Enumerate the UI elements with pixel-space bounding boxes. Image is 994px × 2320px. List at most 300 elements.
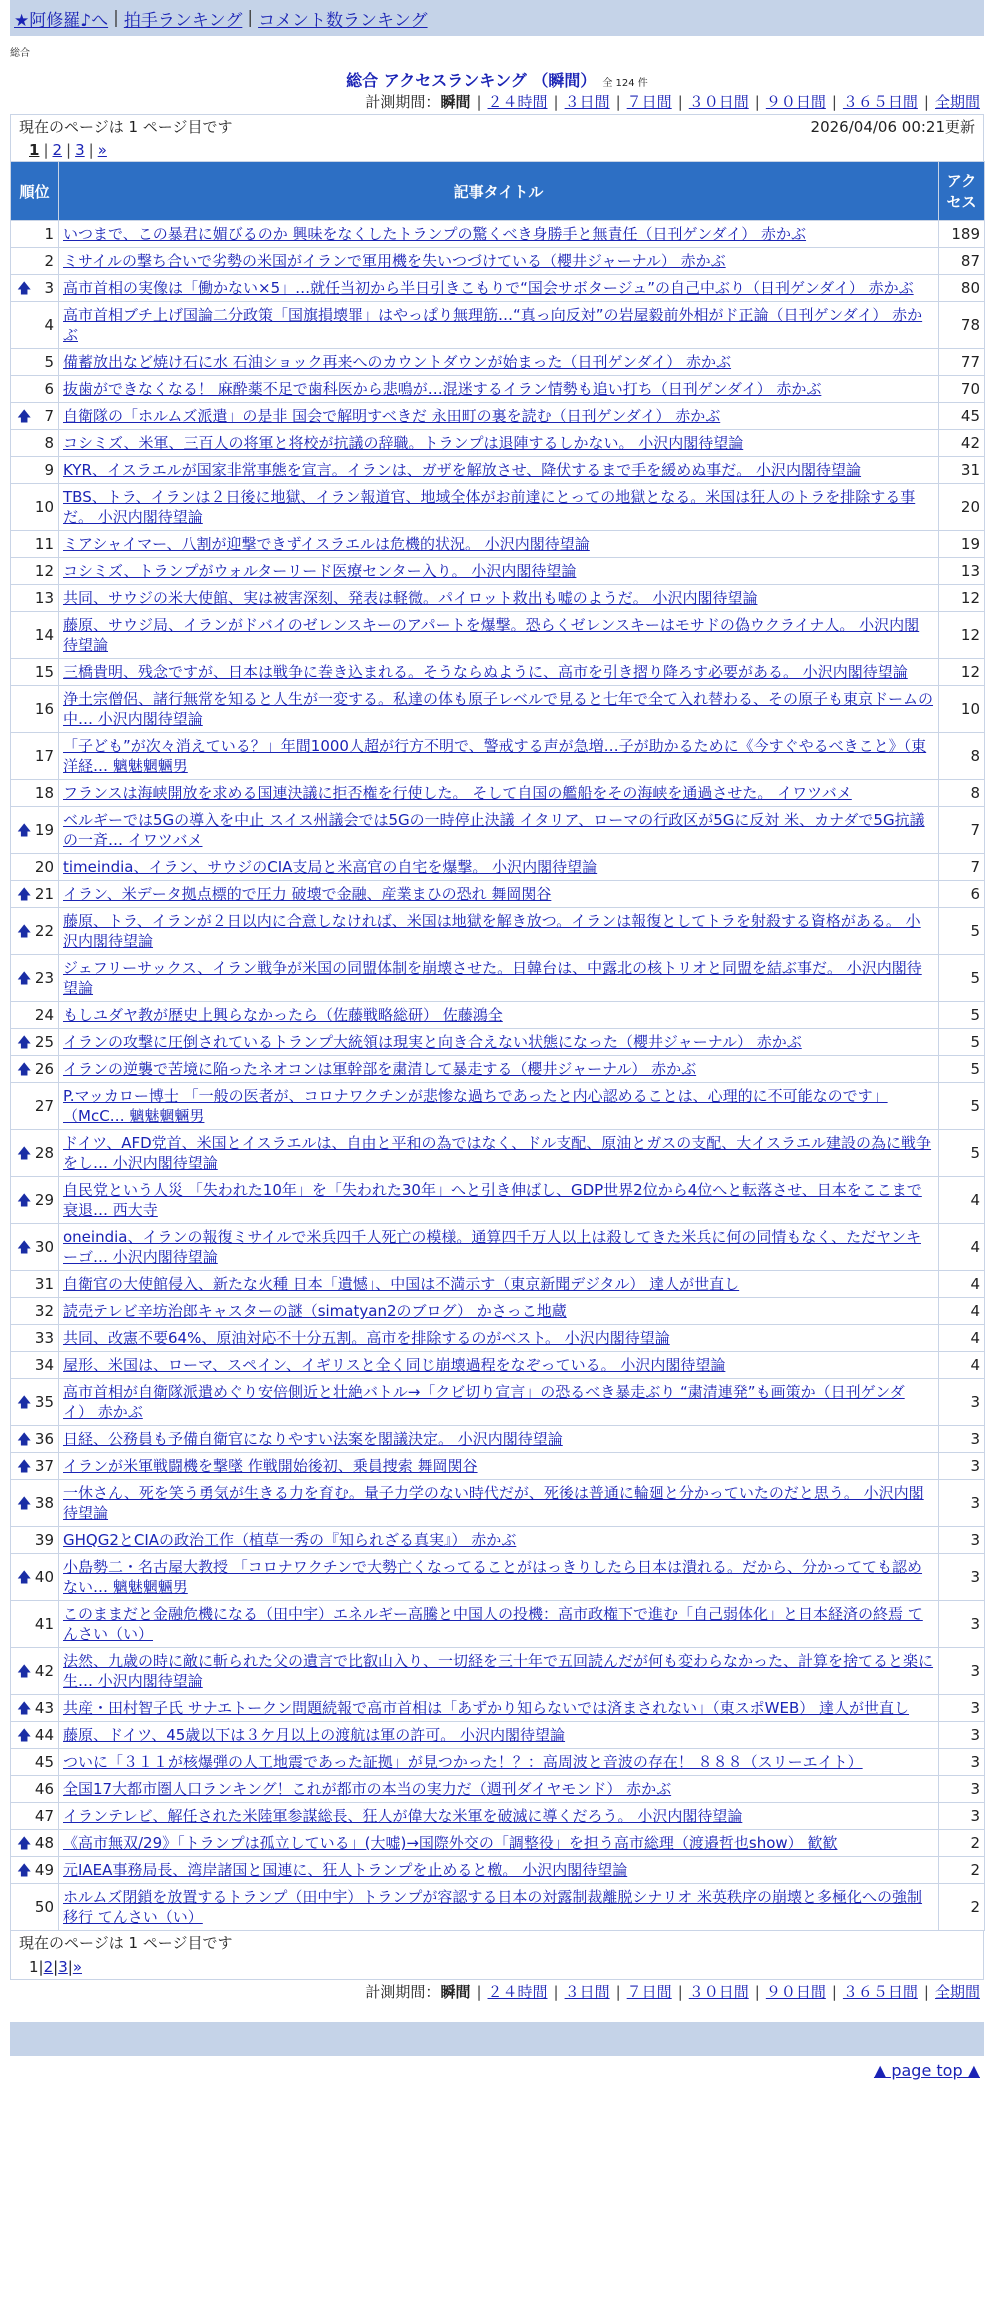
table-row — [11, 376, 985, 403]
access-count: 20 — [939, 484, 985, 531]
table-row — [11, 1002, 985, 1029]
article-link[interactable]: 小島勢二・名古屋大教授 「コロナワクチンで大勢亡くなってることがはっきりしたら日本は潰れる。だから、分かってても認めない… 魑魅魍魎男 — [63, 1558, 923, 1596]
article-link[interactable]: イランの攻撃に圧倒されているトランプ大統領は現実と向き合えない状態になった（櫻井ジャーナル） 赤かぶ — [63, 1033, 802, 1051]
table-row — [11, 1083, 985, 1130]
period-link-bottom-0[interactable]: ２４時間 — [487, 1983, 548, 2001]
rank-cell — [11, 275, 59, 302]
pager-bottom — [19, 1955, 975, 1979]
title-cell — [59, 1480, 939, 1527]
title-cell — [59, 1426, 939, 1453]
period-selector-top — [0, 90, 994, 114]
article-link[interactable]: 高市首相ブチ上げ国論二分政策「国旗損壊罪」はやっぱり無理筋…“真っ向反対”の岩屋毅前外相がド正論（日刊ゲンダイ） 赤かぶ — [63, 306, 923, 344]
access-count: 12 — [939, 612, 985, 659]
rank-number: 19 — [34, 821, 54, 839]
rank-cell — [11, 1298, 59, 1325]
table-row — [11, 1029, 985, 1056]
period-link-bottom-3[interactable]: ３０日間 — [688, 1983, 749, 2001]
article-link[interactable]: イランの逆襲で苦境に陥ったネオコンは軍幹部を粛清して暴走する（櫻井ジャーナル） 赤かぶ — [63, 1060, 697, 1078]
rank-number: 36 — [34, 1430, 54, 1448]
title-cell — [59, 1884, 939, 1931]
rank-number: 47 — [34, 1807, 54, 1825]
article-link[interactable]: 法然、九歳の時に敵に斬られた父の遺言で比叡山入り、一切経を三十年で五回読んだが何も変わらなかった、計算を捨てると楽に生… 小沢内閣待望論 — [63, 1652, 934, 1690]
rank-cell — [11, 302, 59, 349]
article-link[interactable]: ついに「３１１が核爆弾の人工地震であった証拠」が見つかった！？：高周波と音波の存在！ ８８８（スリーエイト） — [63, 1753, 863, 1771]
title-cell — [59, 585, 939, 612]
rank-number: 25 — [34, 1033, 54, 1051]
table-row — [11, 1426, 985, 1453]
article-link[interactable]: ミアシャイマー、八割が迎撃できずイスラエルは危機的状況。 小沢内閣待望論 — [63, 535, 590, 553]
rank-number: 15 — [34, 663, 54, 681]
title-cell — [59, 403, 939, 430]
rank-number: 5 — [44, 353, 54, 371]
rank-number: 30 — [34, 1238, 54, 1256]
rank-cell — [11, 376, 59, 403]
access-count: 3 — [939, 1554, 985, 1601]
rank-number: 11 — [34, 535, 54, 553]
period-link-top-3[interactable]: ３０日間 — [688, 93, 749, 111]
title-cell — [59, 1271, 939, 1298]
rank-number: 12 — [34, 562, 54, 580]
rank-cell — [11, 1527, 59, 1554]
article-link[interactable]: 自民党という人災 「失われた10年」を「失われた30年」へと引き伸ばし、GDP世界2位から4位へと転落させ、日本をここまで衰退… 西大寺 — [63, 1181, 922, 1219]
rank-cell — [11, 403, 59, 430]
access-count: 77 — [939, 349, 985, 376]
section-label: 総合 — [10, 48, 30, 59]
rank-number: 2 — [44, 252, 54, 270]
rank-number: 1 — [44, 225, 54, 243]
rank-number: 26 — [34, 1060, 54, 1078]
rank-number: 39 — [34, 1531, 54, 1549]
article-link[interactable]: ミサイルの撃ち合いで劣勢の米国がイランで軍用機を失いつづけている（櫻井ジャーナル） 赤かぶ — [63, 252, 726, 270]
rank-cell — [11, 780, 59, 807]
pager-link-top-0[interactable]: 2 — [52, 141, 63, 159]
article-link[interactable]: もしユダヤ教が歴史上興らなかったら（佐藤戦略総研） 佐藤鴻全 — [63, 1006, 503, 1024]
title-cell — [59, 531, 939, 558]
access-count: 5 — [939, 955, 985, 1002]
table-row — [11, 302, 985, 349]
access-count: 12 — [939, 659, 985, 686]
rank-cell — [11, 854, 59, 881]
pager-current-top: 1 — [29, 141, 40, 159]
rank-cell — [11, 1325, 59, 1352]
article-link[interactable]: TBS、トラ、イランは２日後に地獄、イラン報道官、地域全体がお前達にとっての地獄となる。米国は狂人のトラを排除する事だ。 小沢内閣待望論 — [63, 488, 916, 526]
period-link-bottom-1[interactable]: ３日間 — [564, 1983, 610, 2001]
rank-number: 22 — [34, 922, 54, 940]
rank-number: 42 — [34, 1662, 54, 1680]
page-info-bottom — [10, 1931, 984, 1980]
article-link[interactable]: 日経、公務員も予備自衛官になりやすい法案を閣議決定。 小沢内閣待望論 — [63, 1430, 563, 1448]
ranking-title-text: 総合 アクセスランキング （瞬間） — [346, 71, 597, 90]
title-cell — [59, 908, 939, 955]
rank-cell — [11, 1379, 59, 1426]
up-arrow-icon: 🡅 — [17, 1496, 32, 1512]
rank-number: 29 — [34, 1191, 54, 1209]
access-count: 3 — [939, 1648, 985, 1695]
table-row — [11, 403, 985, 430]
pager-link-bottom-2[interactable]: » — [72, 1958, 83, 1976]
access-count: 4 — [939, 1177, 985, 1224]
article-link[interactable]: ホルムズ閉鎖を放置するトランプ（田中宇）トランプが容認する日本の対露制裁離脱シナリオ 米英秩序の崩壊と多極化への強制移行 てんさい（い） — [63, 1888, 923, 1926]
article-link[interactable]: P.マッカロー博士 「一般の医者が、コロナワクチンが悲惨な過ちであったと内心認めることは、心理的に不可能なのです」（McC… 魑魅魍魎男 — [63, 1087, 888, 1125]
table-row — [11, 1130, 985, 1177]
table-row — [11, 248, 985, 275]
access-count: 5 — [939, 1056, 985, 1083]
rank-cell — [11, 1271, 59, 1298]
article-link[interactable]: 自衛官の大使館侵入、新たな火種 日本「遺憾」、中国は不満示す（東京新聞デジタル） 達人が世直し — [63, 1275, 740, 1293]
rank-number: 49 — [34, 1861, 54, 1879]
access-count: 3 — [939, 1776, 985, 1803]
title-cell — [59, 1056, 939, 1083]
access-count: 2 — [939, 1830, 985, 1857]
rank-number: 45 — [34, 1753, 54, 1771]
table-row — [11, 275, 985, 302]
article-link[interactable]: 《高市無双/29》「トランプは孤立している」(大嘘)→国際外交の「調整役」を担う高市総理（渡邉哲也show） 歓歓 — [63, 1834, 838, 1852]
up-arrow-icon: 🡅 — [17, 971, 32, 987]
table-row — [11, 1480, 985, 1527]
rank-number: 35 — [34, 1393, 54, 1411]
rank-number: 33 — [34, 1329, 54, 1347]
rank-cell — [11, 1857, 59, 1884]
rank-number: 27 — [34, 1097, 54, 1115]
rank-number: 8 — [44, 434, 54, 452]
article-link[interactable]: 高市首相が自衛隊派遣めぐり安倍側近と壮絶バトル→「クビ切り宣言」の恐るべき暴走ぶり “粛清連発”も画策か（日刊ゲンダイ） 赤かぶ — [63, 1383, 905, 1421]
title-cell — [59, 1601, 939, 1648]
up-arrow-icon: 🡅 — [17, 1836, 32, 1852]
title-cell — [59, 376, 939, 403]
period-link-top-4[interactable]: ９０日間 — [765, 93, 826, 111]
separator: | — [677, 1983, 683, 2001]
access-count: 5 — [939, 1029, 985, 1056]
nav-link-0[interactable]: ★阿修羅♪へ — [14, 10, 109, 31]
access-count: 3 — [939, 1453, 985, 1480]
table-row — [11, 1695, 985, 1722]
separator: | — [43, 141, 49, 159]
access-count: 87 — [939, 248, 985, 275]
access-count: 4 — [939, 1298, 985, 1325]
access-count: 4 — [939, 1271, 985, 1298]
title-cell — [59, 1224, 939, 1271]
access-count: 5 — [939, 908, 985, 955]
up-arrow-icon: 🡅 — [17, 1570, 32, 1586]
access-count: 4 — [939, 1325, 985, 1352]
article-link[interactable]: コシミズ、トランプがウォルターリード医療センター入り。 小沢内閣待望論 — [63, 562, 577, 580]
period-label-bottom: 計測期間： — [365, 1983, 441, 2001]
table-row — [11, 1271, 985, 1298]
table-row — [11, 1325, 985, 1352]
table-row — [11, 1527, 985, 1554]
table-row — [11, 908, 985, 955]
title-cell — [59, 881, 939, 908]
rank-cell — [11, 1029, 59, 1056]
bottom-bar — [10, 2022, 984, 2056]
separator: | — [247, 8, 254, 28]
rank-cell — [11, 1453, 59, 1480]
separator: | — [754, 1983, 760, 2001]
access-count: 4 — [939, 1352, 985, 1379]
rank-number: 38 — [34, 1494, 54, 1512]
table-row — [11, 585, 985, 612]
rank-cell — [11, 1083, 59, 1130]
article-link[interactable]: 藤原、ドイツ、45歳以下は３ケ月以上の渡航は軍の許可。 小沢内閣待望論 — [63, 1726, 566, 1744]
article-link[interactable]: イランが米軍戦闘機を撃墜 作戦開始後初、乗員捜索 舞岡関谷 — [63, 1457, 478, 1475]
rank-number: 41 — [34, 1615, 54, 1633]
rank-number: 28 — [34, 1144, 54, 1162]
access-count: 3 — [939, 1722, 985, 1749]
table-row — [11, 686, 985, 733]
access-count: 7 — [939, 807, 985, 854]
access-count: 6 — [939, 881, 985, 908]
access-count: 45 — [939, 403, 985, 430]
title-cell — [59, 1029, 939, 1056]
table-row — [11, 1379, 985, 1426]
table-row — [11, 1352, 985, 1379]
rank-number: 37 — [34, 1457, 54, 1475]
access-count: 13 — [939, 558, 985, 585]
up-arrow-icon: 🡅 — [17, 1240, 32, 1256]
title-cell — [59, 1325, 939, 1352]
ranking-table — [10, 161, 985, 1931]
access-count: 4 — [939, 1224, 985, 1271]
pager-link-bottom-0[interactable]: 2 — [43, 1958, 54, 1976]
pager-top — [10, 139, 984, 161]
period-link-top-5[interactable]: ３６５日間 — [842, 93, 918, 111]
period-link-top-1[interactable]: ３日間 — [564, 93, 610, 111]
up-arrow-icon: 🡅 — [17, 1395, 32, 1411]
title-cell — [59, 221, 939, 248]
title-cell — [59, 1857, 939, 1884]
rank-number: 46 — [34, 1780, 54, 1798]
rank-number: 31 — [34, 1275, 54, 1293]
rank-cell — [11, 1695, 59, 1722]
table-row — [11, 612, 985, 659]
article-link[interactable]: 抜歯ができなくなる！ 麻酔薬不足で歯科医から悲鳴が…混迷するイラン情勢も追い打ち（日刊ゲンダイ） 赤かぶ — [63, 380, 822, 398]
article-link[interactable]: KYR、イスラエルが国家非常事態を宣言。イランは、ガザを解放させ、降伏するまで手を緩めぬ事だ。 小沢内閣待望論 — [63, 461, 862, 479]
article-link[interactable]: 浄土宗僧侶、諸行無常を知ると人生が一変する。私達の体も原子レベルで見ると七年で全て入れ替わる、その原子も東京ドームの中… 小沢内閣待望論 — [63, 690, 934, 728]
period-link-bottom-4[interactable]: ９０日間 — [765, 1983, 826, 2001]
title-cell — [59, 1379, 939, 1426]
rank-cell — [11, 1426, 59, 1453]
title-cell — [59, 780, 939, 807]
title-cell — [59, 612, 939, 659]
rank-cell — [11, 1480, 59, 1527]
ranking-title — [0, 68, 994, 90]
table-row — [11, 1776, 985, 1803]
table-row — [11, 659, 985, 686]
rank-number: 43 — [34, 1699, 54, 1717]
article-link[interactable]: イラン、米データ拠点標的で圧力 破壊で金融、産業まひの恐れ 舞岡関谷 — [63, 885, 552, 903]
article-link[interactable]: 全国17大都市圏人口ランキング！これが都市の本当の実力だ（週刊ダイヤモンド） 赤かぶ — [63, 1780, 672, 1798]
top-nav-bar — [10, 0, 984, 36]
table-row — [11, 484, 985, 531]
rank-cell — [11, 1056, 59, 1083]
separator: | — [476, 93, 482, 111]
title-cell — [59, 302, 939, 349]
rank-number: 16 — [34, 700, 54, 718]
separator: | — [615, 1983, 621, 2001]
table-row — [11, 1056, 985, 1083]
separator: | — [66, 141, 72, 159]
table-row — [11, 1648, 985, 1695]
table-row — [11, 430, 985, 457]
table-row — [11, 1830, 985, 1857]
access-count: 2 — [939, 1857, 985, 1884]
rank-number: 32 — [34, 1302, 54, 1320]
article-link[interactable]: いつまで、この暴君に媚びるのか 興味をなくしたトランプの驚くべき身勝手と無責任（日刊ゲンダイ） 赤かぶ — [63, 225, 807, 243]
rank-number: 48 — [34, 1834, 54, 1852]
rank-cell — [11, 686, 59, 733]
title-cell — [59, 807, 939, 854]
title-cell — [59, 1527, 939, 1554]
separator: | — [113, 8, 119, 28]
rank-cell — [11, 585, 59, 612]
rank-number: 50 — [34, 1898, 54, 1916]
article-link[interactable]: 自衛隊の「ホルムズ派遣」の是非 国会で解明すべきだ 永田町の裏を読む（日刊ゲンダイ） 赤かぶ — [63, 407, 721, 425]
title-cell — [59, 248, 939, 275]
rank-number: 3 — [44, 279, 54, 297]
rank-cell — [11, 1002, 59, 1029]
rank-cell — [11, 248, 59, 275]
access-count: 7 — [939, 854, 985, 881]
access-count: 8 — [939, 733, 985, 780]
article-link[interactable]: コシミズ、米軍、三百人の将軍と将校が抗議の辞職。トランプは退陣するしかない。 小沢内閣待望論 — [63, 434, 744, 452]
pager-link-top-1[interactable]: 3 — [75, 141, 85, 159]
article-link[interactable]: 一休さん、死を笑う勇気が生きる力を育む。量子力学のない時代だが、死後は普通に輪廻と分かっていたのだと思う。 小沢内閣待望論 — [63, 1484, 924, 1522]
up-arrow-icon: 🡅 — [17, 281, 32, 297]
access-count: 3 — [939, 1480, 985, 1527]
title-cell — [59, 1695, 939, 1722]
title-cell — [59, 1749, 939, 1776]
article-link[interactable]: 「子ども”が次々消えている？」年間1000人超が行方不明で、警戒する声が急増…子が助かるために《今すぐやるべきこと》（東洋経… 魑魅魍魎男 — [63, 737, 927, 775]
rank-cell — [11, 1601, 59, 1648]
title-cell — [59, 275, 939, 302]
access-count: 8 — [939, 780, 985, 807]
article-link[interactable]: 共同、サウジの米大使館、実は被害深刻、発表は軽微。パイロット救出も嘘のようだ。 小沢内閣待望論 — [63, 589, 758, 607]
article-link[interactable]: 備蓄放出など焼け石に水 石油ショック再来へのカウントダウンが始まった（日刊ゲンダイ） 赤かぶ — [63, 353, 732, 371]
access-count: 2 — [939, 1884, 985, 1931]
article-link[interactable]: 読売テレビ辛坊治郎キャスターの謎（simatyan2のブログ） かさっこ地蔵 — [63, 1302, 567, 1320]
article-link[interactable]: フランスは海峡開放を求める国連決議に拒否権を行使した。 そして自国の艦船をその海峡を通過させた。 イワツバメ — [63, 784, 852, 802]
rank-number: 20 — [34, 858, 54, 876]
title-cell — [59, 733, 939, 780]
up-arrow-icon: 🡅 — [17, 409, 32, 425]
pager-link-top-2[interactable]: » — [97, 141, 107, 159]
rank-number: 17 — [34, 747, 54, 765]
separator: | — [553, 1983, 559, 2001]
access-count: 5 — [939, 1083, 985, 1130]
rank-cell — [11, 430, 59, 457]
period-current-bottom: 瞬間 — [440, 1983, 471, 2001]
article-link[interactable]: イランテレビ、解任された米陸軍参謀総長、狂人が偉大な米軍を破滅に導くだろう。 小沢内閣待望論 — [63, 1807, 743, 1825]
table-row — [11, 807, 985, 854]
up-arrow-icon: 🡅 — [17, 1701, 32, 1717]
rank-number: 14 — [34, 626, 54, 644]
title-cell — [59, 686, 939, 733]
title-cell — [59, 558, 939, 585]
period-selector-bottom — [0, 1980, 994, 2004]
pager-link-bottom-1[interactable]: 3 — [58, 1958, 68, 1976]
rank-number: 21 — [34, 885, 54, 903]
period-link-top-0[interactable]: ２４時間 — [487, 93, 548, 111]
rank-cell — [11, 1803, 59, 1830]
table-row — [11, 1177, 985, 1224]
article-link[interactable]: oneindia、イランの報復ミサイルで米兵四千人死亡の模様。通算四千万人以上は殺してきた米兵に何の同情もなく、ただヤンキーゴ… 小沢内閣待望論 — [63, 1228, 921, 1266]
separator: | — [831, 93, 837, 111]
article-link[interactable]: 三橋貴明、残念ですが、日本は戦争に巻き込まれる。そうならぬように、高市を引き摺り降ろす必要がある。 小沢内閣待望論 — [63, 663, 908, 681]
title-cell — [59, 1453, 939, 1480]
nav-link-1[interactable]: 拍手ランキング — [123, 10, 243, 31]
access-count: 3 — [939, 1803, 985, 1830]
rank-cell — [11, 1884, 59, 1931]
header-title: 記事タイトル — [59, 162, 939, 221]
table-row — [11, 558, 985, 585]
period-link-top-6[interactable]: 全期間 — [934, 93, 980, 111]
separator: | — [53, 1958, 59, 1976]
article-link[interactable]: 藤原、トラ、イランが２日以内に合意しなければ、米国は地獄を解き放つ。イランは報復としてトラを射殺する資格がある。 小沢内閣待望論 — [63, 912, 921, 950]
period-link-bottom-5[interactable]: ３６５日間 — [842, 1983, 918, 2001]
nav-link-2[interactable]: コメント数ランキング — [258, 10, 428, 31]
table-row — [11, 1884, 985, 1931]
article-link[interactable]: 共産・田村智子氏 サナエトークン問題続報で高市首相は「あずかり知らないでは済まされない」（東スポWEB） 達人が世直し — [63, 1699, 910, 1717]
up-arrow-icon: 🡅 — [17, 1459, 32, 1475]
article-link[interactable]: 屋形、米国は、ローマ、スペイン、イギリスと全く同じ崩壊過程をなぞっている。 小沢内閣待望論 — [63, 1356, 726, 1374]
article-link[interactable]: 元IAEA事務局長、湾岸諸国と国連に、狂人トランプを止めると檄。 小沢内閣待望論 — [63, 1861, 628, 1879]
article-link[interactable]: timeindia、イラン、サウジのCIA支局と米高官の自宅を爆撃。 小沢内閣待望論 — [63, 858, 598, 876]
updated-timestamp: 2026/04/06 00:21更新 — [810, 118, 975, 136]
period-link-bottom-2[interactable]: ７日間 — [626, 1983, 672, 2001]
access-count: 10 — [939, 686, 985, 733]
rank-number: 13 — [34, 589, 54, 607]
rank-number: 6 — [44, 380, 54, 398]
rank-cell — [11, 1554, 59, 1601]
table-row — [11, 1554, 985, 1601]
rank-cell — [11, 881, 59, 908]
title-cell — [59, 854, 939, 881]
table-row — [11, 221, 985, 248]
rank-cell — [11, 1830, 59, 1857]
article-link[interactable]: ジェフリーサックス、イラン戦争が米国の同盟体制を崩壊させた。日韓台は、中露北の核トリオと同盟を結ぶ事だ。 小沢内閣待望論 — [63, 959, 922, 997]
up-arrow-icon: 🡅 — [17, 1664, 32, 1680]
article-link[interactable]: 藤原、サウジ局、イランがドバイのゼレンスキーのアパートを爆撃。恐らくゼレンスキーはモサドの偽ウクライナ人。 小沢内閣待望論 — [63, 616, 920, 654]
title-cell — [59, 430, 939, 457]
rank-number: 10 — [34, 498, 54, 516]
rank-number: 44 — [34, 1726, 54, 1744]
rank-number: 24 — [34, 1006, 54, 1024]
rank-cell — [11, 807, 59, 854]
access-count: 12 — [939, 585, 985, 612]
title-cell — [59, 457, 939, 484]
article-link[interactable]: ドイツ、AFD党首、米国とイスラエルは、自由と平和の為ではなく、ドル支配、原油とガスの支配、大イスラエル建設の為に戦争をし… 小沢内閣待望論 — [63, 1134, 932, 1172]
separator: | — [88, 141, 94, 159]
access-count: 3 — [939, 1601, 985, 1648]
period-link-bottom-6[interactable]: 全期間 — [934, 1983, 980, 2001]
article-link[interactable]: GHQG2とCIAの政治工作（植草一秀の『知られざる真実』） 赤かぶ — [63, 1531, 517, 1549]
rank-cell — [11, 531, 59, 558]
rank-cell — [11, 733, 59, 780]
access-count: 78 — [939, 302, 985, 349]
table-row — [11, 1298, 985, 1325]
page-top-link[interactable]: ▲ page top ▲ — [873, 2061, 980, 2080]
rank-number: 34 — [34, 1356, 54, 1374]
table-row — [11, 1224, 985, 1271]
article-link[interactable]: ベルギーでは5Gの導入を中止 スイス州議会では5Gの一時停止決議 イタリア、ローマの行政区が5Gに反対 米、カナダで5G抗議の一斉… イワツバメ — [63, 811, 925, 849]
rank-cell — [11, 558, 59, 585]
article-link[interactable]: このままだと金融危機になる（田中宇）エネルギー高騰と中国人の投機：高市政権下で進む「自己弱体化」と日本経済の終焉 てんさい（い） — [63, 1605, 923, 1643]
article-link[interactable]: 共同、改憲不要64%、原油対応不十分五割。高市を排除するのがベスト。 小沢内閣待望論 — [63, 1329, 670, 1347]
article-link[interactable]: 高市首相の実像は「働かない×5」…就任当初から半日引きこもりで“国会サボタージュ”の自己中ぶり（日刊ゲンダイ） 赤かぶ — [63, 279, 914, 297]
access-count: 3 — [939, 1695, 985, 1722]
title-cell — [59, 1130, 939, 1177]
period-link-top-2[interactable]: ７日間 — [626, 93, 672, 111]
